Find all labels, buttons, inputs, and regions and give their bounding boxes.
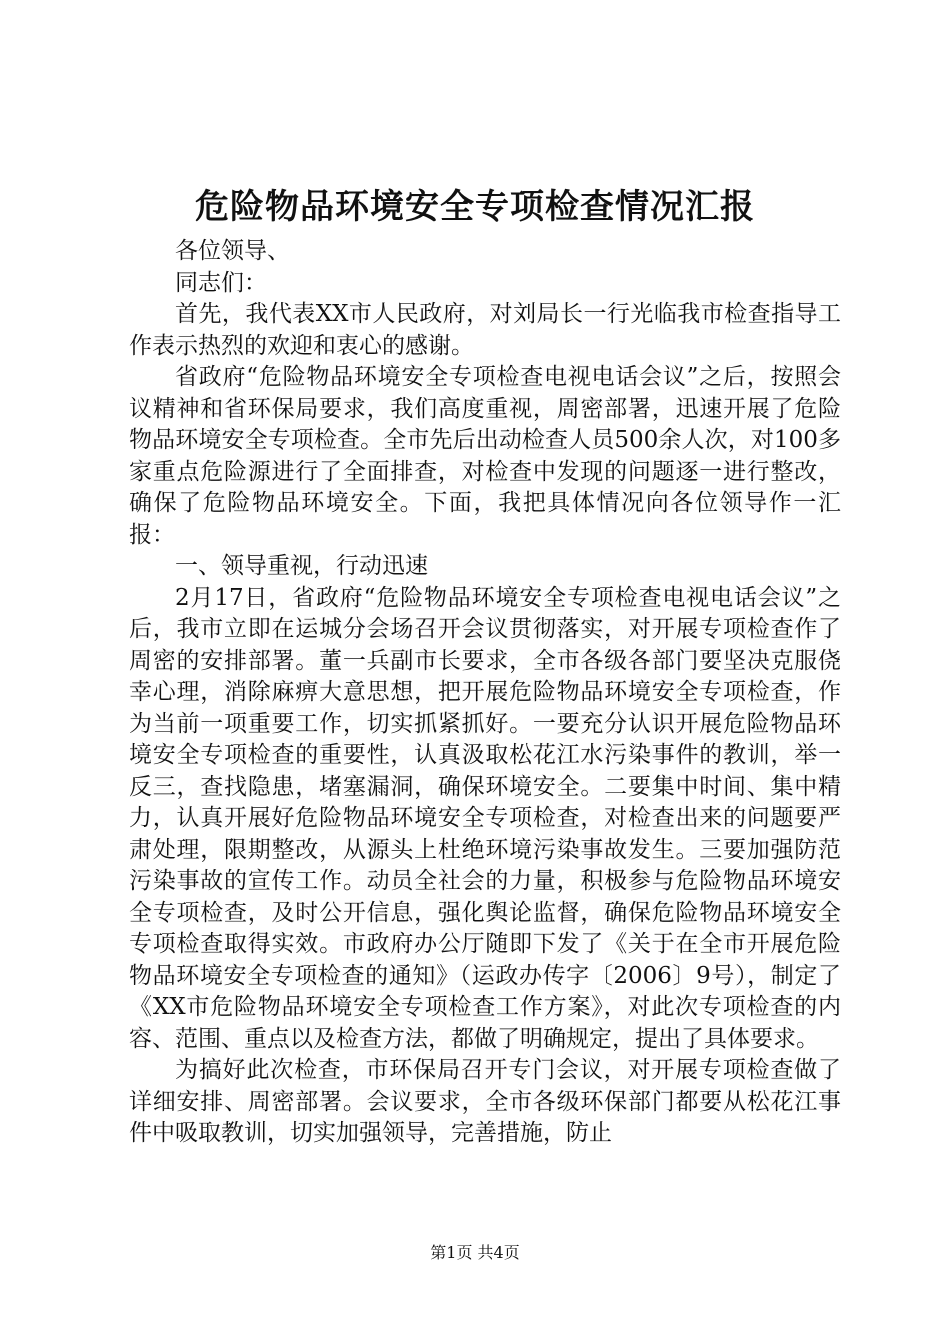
document-title: 危险物品环境安全专项检查情况汇报: [195, 187, 755, 227]
paragraph-overview: 省政府“危险物品环境安全专项检查电视电话会议”之后，按照会议精神和省环保局要求，我们高度重视，周密部署，迅速开展了危险物品环境安全专项检查。全市先后出动检查人员500余人次，对100多家重点危险源进行了全面排查，对检查中发现的问题逐一进行整改，确保了危险物品环境安全。下面，我把具体情况向各位领导作一汇报：: [129, 364, 841, 548]
paragraph-section-1-detail: 2月17日，省政府“危险物品环境安全专项检查电视电话会议”之后，我市立即在运城分会场召开会议贯彻落实，对开展专项检查作了周密的安排部署。董一兵副市长要求，全市各级各部门要坚决克服侥幸心理，消除麻痹大意思想，把开展危险物品环境安全专项检查，作为当前一项重要工作，切实抓紧抓好。一要充分认识开展危险物品环境安全专项检查的重要性，认真汲取松花江水污染事件的教训，举一反三，查找隐患，堵塞漏洞，确保环境安全。二要集中时间、集中精力，认真开展好危险物品环境安全专项检查，对检查出来的问题要严肃处理，限期整改，从源头上杜绝环境污染事故发生。三要加强防范污染事故的宣传工作。动员全社会的力量，积极参与危险物品环境安全专项检查，及时公开信息，强化舆论监督，确保危险物品环境安全专项检查取得实效。市政府办公厅随即下发了《关于在全市开展危险物品环境安全专项检查的通知》（运政办传字〔2006〕9号），制定了《XX市危险物品环境安全专项检查工作方案》，对此次专项检查的内容、范围、重点以及检查方法，都做了明确规定，提出了具体要求。: [129, 584, 841, 1052]
paragraph-opening: 首先，我代表XX市人民政府，对刘局长一行光临我市检查指导工作表示热烈的欢迎和衷心的感谢。: [129, 301, 841, 359]
paragraph-env-bureau: 为搞好此次检查，市环保局召开专门会议，对开展专项检查做了详细安排、周密部署。会议要求，全市各级环保部门都要从松花江事件中吸取教训，切实加强领导，完善措施，防止: [129, 1057, 841, 1146]
page-footer: 第1页 共4页: [430, 1243, 520, 1262]
salutation-line-2: 同志们：: [175, 269, 267, 296]
salutation-line-1: 各位领导、: [175, 238, 290, 264]
document-body: [129, 236, 841, 1150]
section-heading-1: 一、领导重视，行动迅速: [175, 553, 428, 579]
